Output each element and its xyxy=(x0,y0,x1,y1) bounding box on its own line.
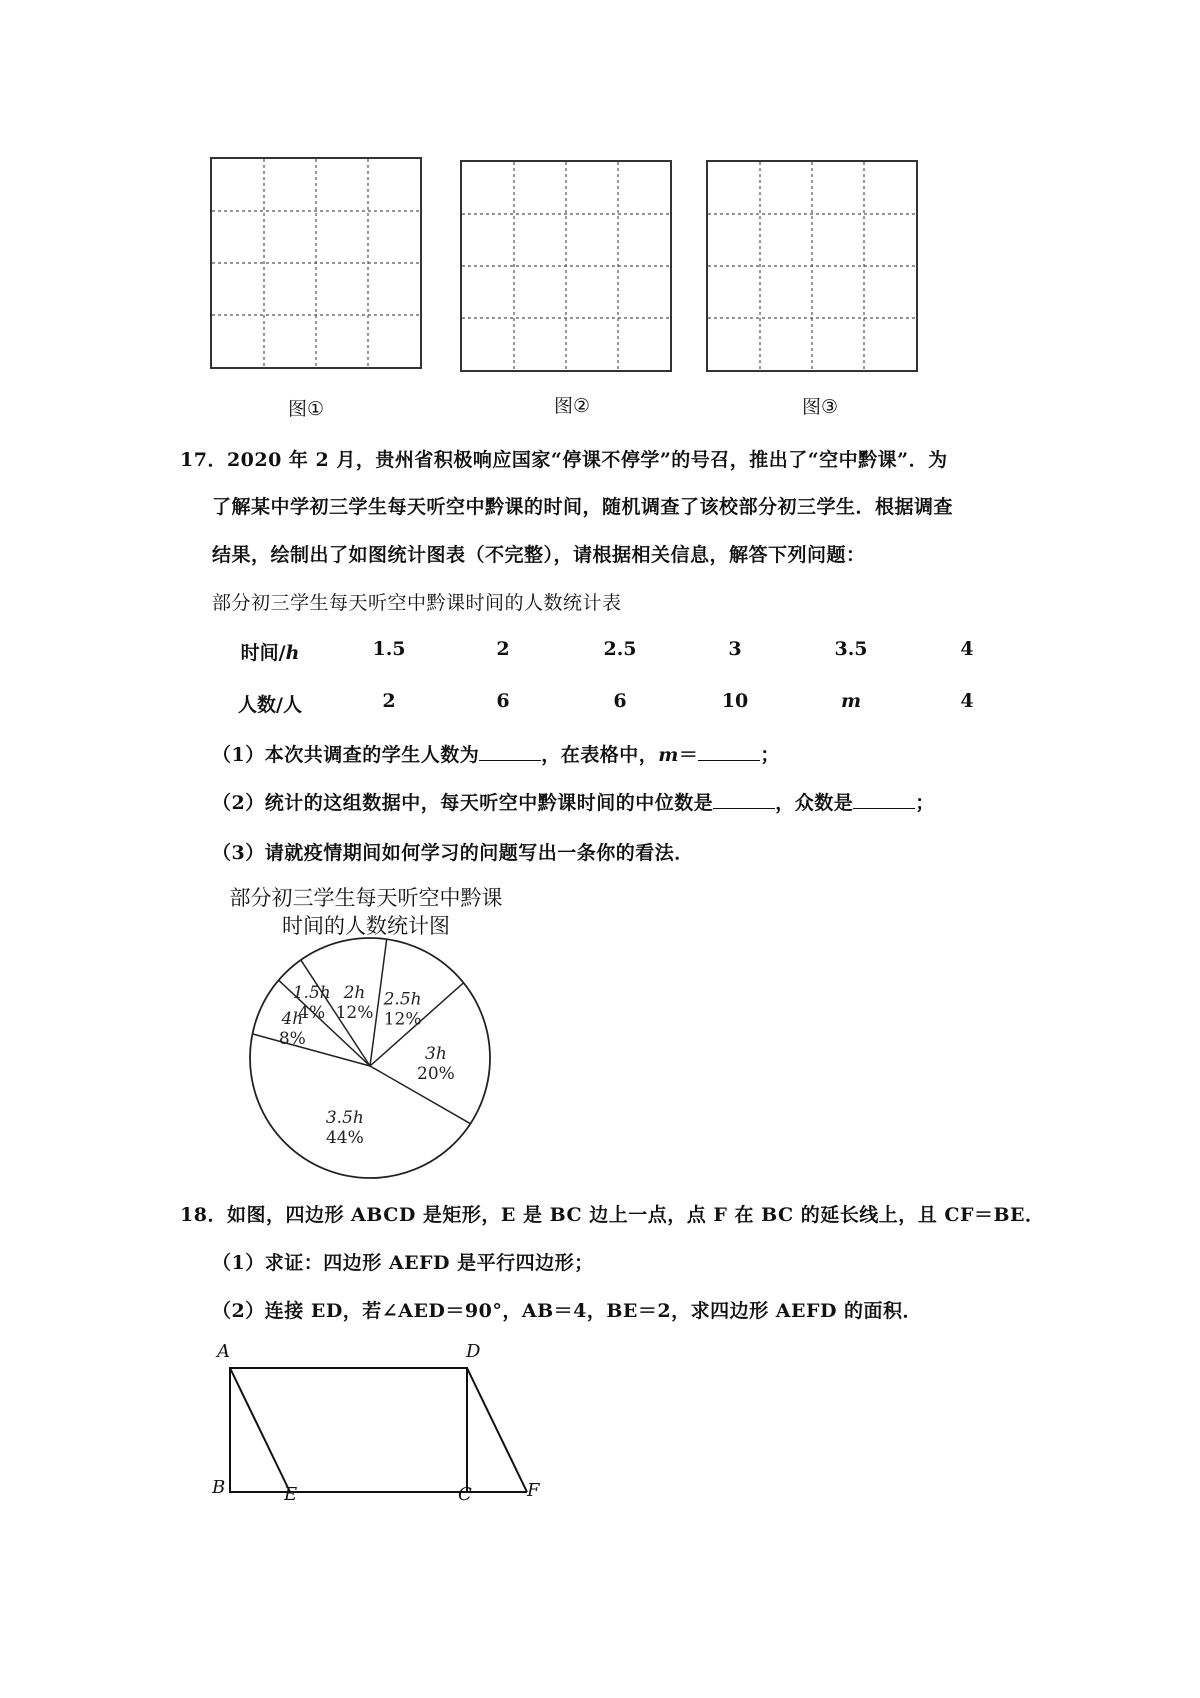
rectangle-abcd xyxy=(230,1368,467,1492)
table-header-time: 时间/h xyxy=(240,642,300,664)
grid-figure-1 xyxy=(210,157,422,369)
answer-blank xyxy=(853,792,915,809)
answer-blank xyxy=(713,792,775,809)
figure-label-3: 图③ xyxy=(802,396,839,418)
pie-slice-label: 2.5h xyxy=(383,989,422,1010)
table-cell: 3.5 xyxy=(834,638,868,660)
grid-lines xyxy=(462,162,670,370)
pie-slice-percent: 12% xyxy=(383,1009,422,1030)
pie-slice-percent: 44% xyxy=(325,1128,364,1149)
table-header-count: 人数/人 xyxy=(238,694,302,716)
table-title: 部分初三学生每天听空中黔课时间的人数统计表 xyxy=(212,592,622,614)
figure-label-2: 图② xyxy=(554,395,591,417)
q17-sub1: （1）本次共调查的学生人数为 ，在表格中，m＝ ； xyxy=(212,744,780,766)
table-cell: 1.5 xyxy=(372,638,406,660)
q18-sub1: （1）求证：四边形 AEFD 是平行四边形； xyxy=(212,1252,594,1274)
pie-slice-label: 4h xyxy=(281,1009,304,1030)
grid-lines xyxy=(212,159,420,367)
table-cell: 2 xyxy=(496,638,510,660)
pie-title-line-2: 时间的人数统计图 xyxy=(282,914,450,938)
table-cell: 4 xyxy=(960,690,974,712)
pie-slice-percent: 8% xyxy=(278,1029,306,1050)
point-label-c: C xyxy=(458,1484,472,1505)
point-label-e: E xyxy=(284,1484,298,1505)
point-label-b: B xyxy=(212,1477,226,1498)
pie-title-line-1: 部分初三学生每天听空中黔课 xyxy=(229,886,503,910)
pie-slice-percent: 20% xyxy=(417,1063,455,1084)
figure-label-1: 图① xyxy=(288,398,325,420)
pie-slice-percent: 4% xyxy=(298,1003,326,1024)
segment-ae xyxy=(230,1368,290,1492)
segment-df xyxy=(467,1368,527,1492)
q18-line-1: 18．如图，四边形 ABCD 是矩形，E 是 BC 边上一点，点 F 在 BC 的延长线上，且 CF＝BE． xyxy=(180,1204,1045,1226)
table-cell: 2.5 xyxy=(603,638,637,660)
q17-sub3: （3）请就疫情期间如何学习的问题写出一条你的看法． xyxy=(212,842,694,864)
point-label-f: F xyxy=(527,1480,540,1501)
q18-sub2: （2）连接 ED，若∠AED＝90°，AB＝4，BE＝2，求四边形 AEFD 的面积． xyxy=(212,1300,923,1322)
table-cell: m xyxy=(840,690,862,712)
grid-figure-2 xyxy=(460,160,672,372)
rectangle-parallelogram-figure xyxy=(206,1340,566,1510)
table-cell: 2 xyxy=(382,690,396,712)
grid-figure-3 xyxy=(706,160,918,372)
point-label-d: D xyxy=(466,1341,481,1362)
pie-slice-label: 2h xyxy=(343,982,366,1003)
table-cell: 6 xyxy=(613,690,627,712)
answer-blank xyxy=(479,744,541,761)
q17-line-1: 17．2020 年 2 月，贵州省积极响应国家“停课不停学”的号召，推出了“空中黔课”．为 xyxy=(180,449,948,471)
table-cell: 4 xyxy=(960,638,974,660)
pie-chart xyxy=(240,928,500,1188)
table-cell: 10 xyxy=(721,690,749,712)
pie-slice-percent: 12% xyxy=(335,1002,374,1023)
table-cell: 3 xyxy=(728,638,742,660)
pie-slice-label: 3.5h xyxy=(325,1108,364,1129)
answer-blank xyxy=(698,744,760,761)
pie-slice-label: 1.5h xyxy=(292,983,331,1004)
q17-line-2: 了解某中学初三学生每天听空中黔课的时间，随机调查了该校部分初三学生．根据调查 xyxy=(212,496,954,518)
table-cell: 6 xyxy=(496,690,510,712)
q17-sub2: （2）统计的这组数据中，每天听空中黔课时间的中位数是 ，众数是 ； xyxy=(212,792,935,814)
point-label-a: A xyxy=(217,1341,230,1362)
grid-lines xyxy=(708,162,916,370)
q17-line-3: 结果，绘制出了如图统计图表（不完整），请根据相关信息，解答下列问题： xyxy=(212,544,866,566)
pie-outline xyxy=(250,938,490,1178)
unit-h: h xyxy=(285,642,300,664)
pie-slice-label: 3h xyxy=(425,1043,447,1064)
